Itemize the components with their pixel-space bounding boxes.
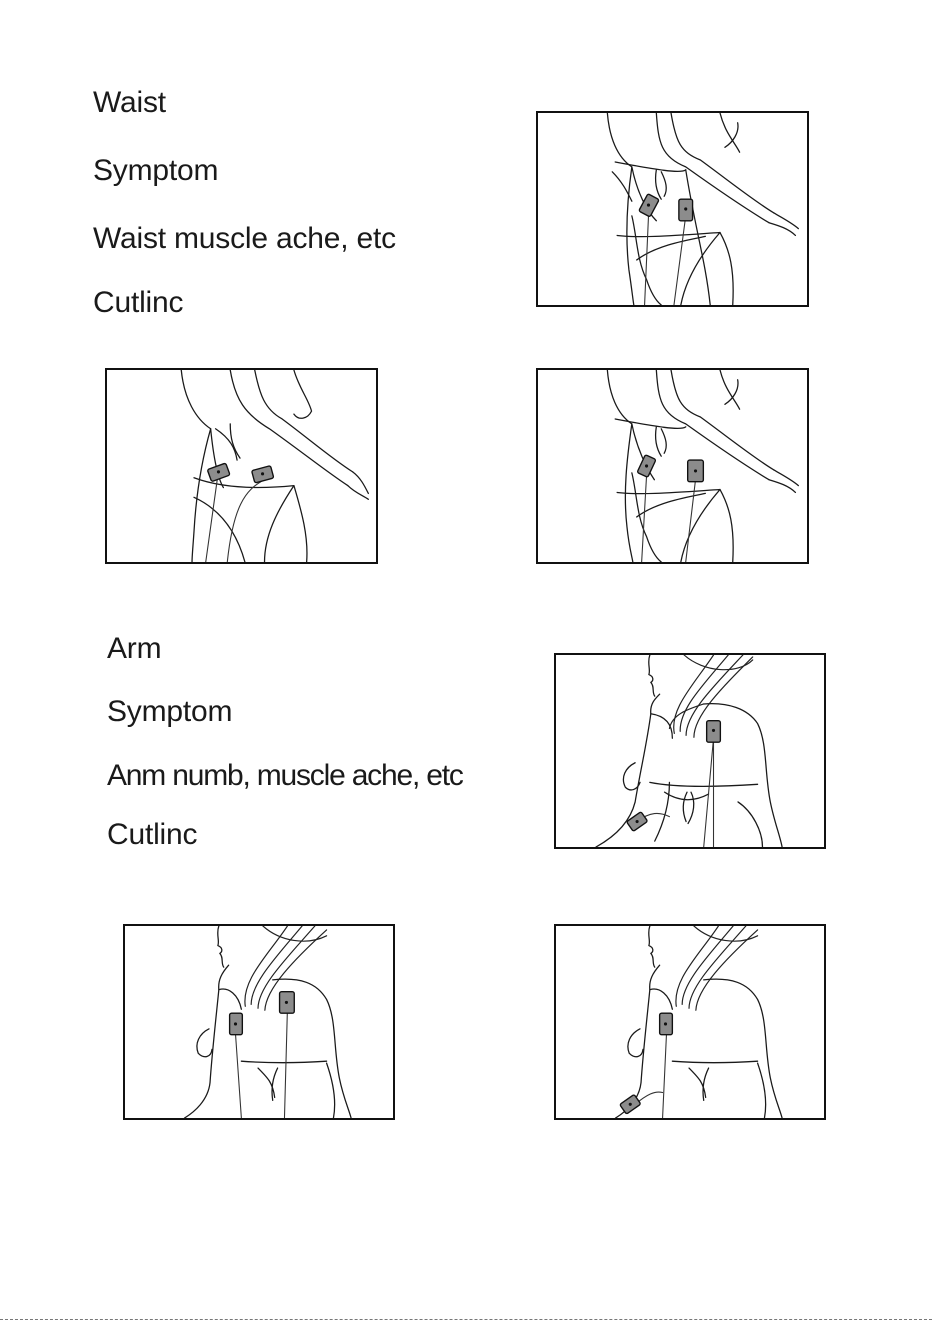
waist-figure-2 (105, 368, 378, 564)
waist-figure-3 (536, 368, 809, 564)
arm-symptom-heading: Symptom (107, 695, 233, 728)
waist-title: Waist (93, 86, 166, 119)
waist-figure-1 (536, 111, 809, 307)
waist-figure-1-drawing (538, 113, 807, 305)
waist-figure-3-drawing (538, 370, 807, 562)
waist-symptom-text: Waist muscle ache, etc (93, 222, 396, 255)
arm-title: Arm (107, 632, 162, 665)
arm-figure-1 (554, 653, 826, 849)
waist-symptom-heading: Symptom (93, 154, 219, 187)
waist-outline-heading: Cutlinc (93, 286, 184, 319)
arm-outline-heading: Cutlinc (107, 818, 198, 851)
arm-symptom-text: Anm numb, muscle ache, etc (107, 759, 463, 792)
arm-figure-3 (554, 924, 826, 1120)
waist-figure-2-drawing (107, 370, 376, 562)
arm-figure-3-drawing (556, 926, 824, 1118)
arm-figure-1-drawing (556, 655, 824, 847)
arm-figure-2-drawing (125, 926, 393, 1118)
arm-figure-2 (123, 924, 395, 1120)
page-bottom-rule (0, 1319, 932, 1320)
